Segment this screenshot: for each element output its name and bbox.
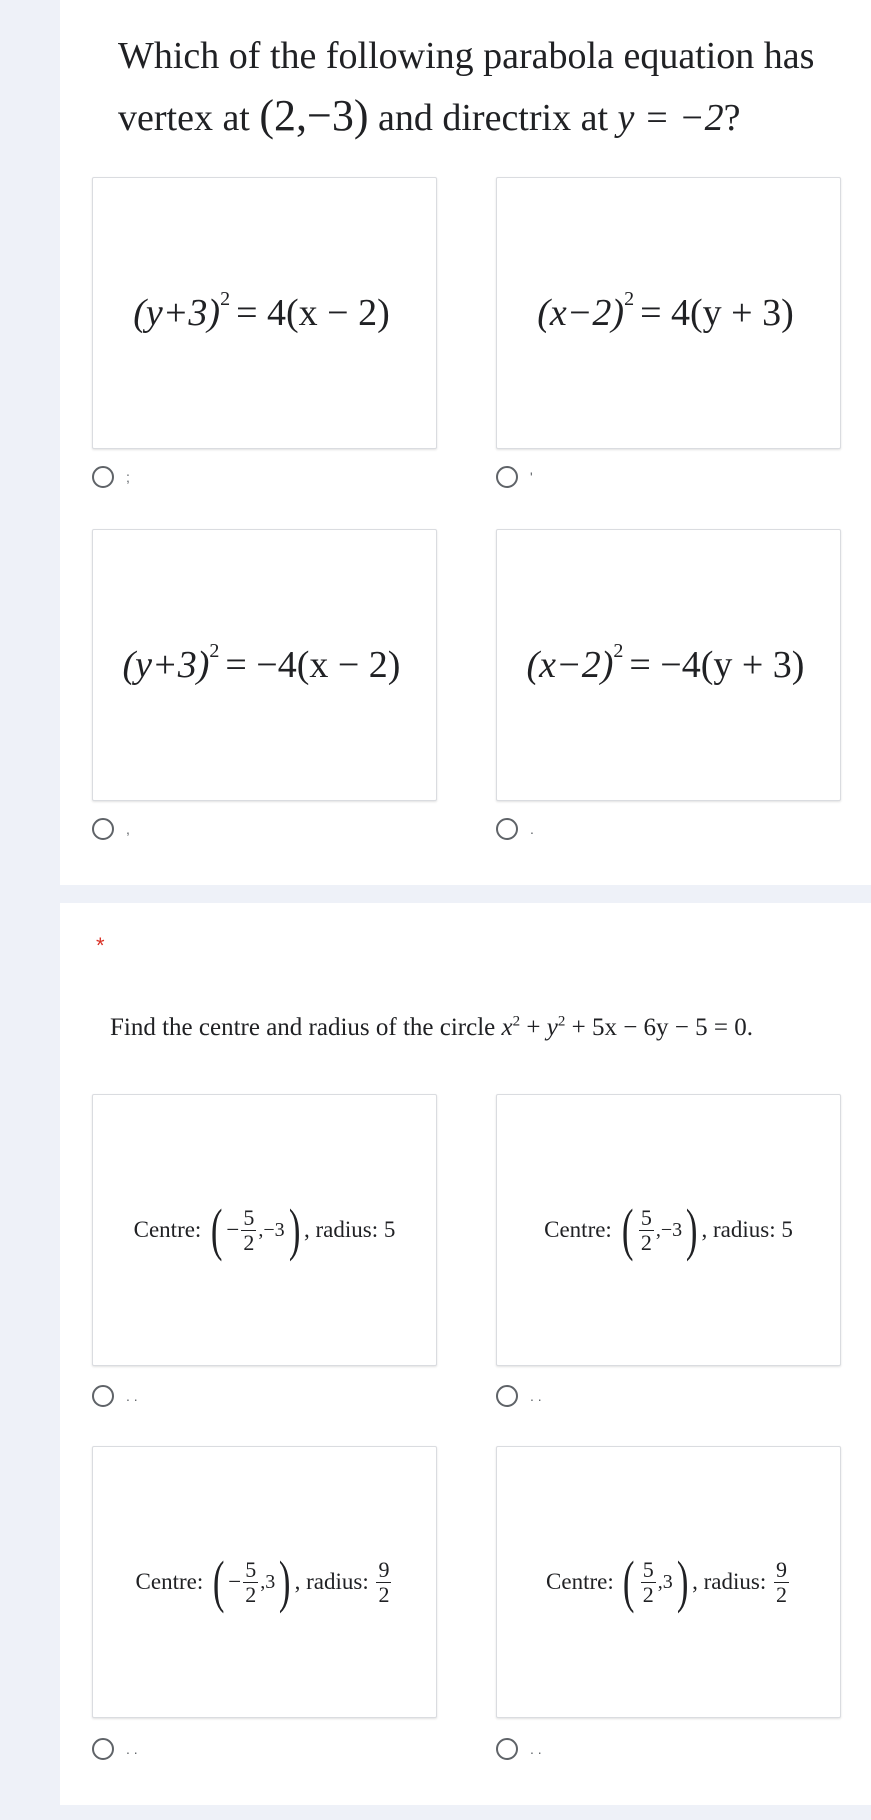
option-label-1: ; bbox=[126, 469, 130, 485]
equation-rest: + 5x − 6y − 5 = 0 bbox=[565, 1014, 747, 1041]
radio-button-5[interactable] bbox=[92, 1385, 114, 1407]
centre-fraction bbox=[243, 1558, 258, 1607]
denominator: 2 bbox=[775, 1581, 787, 1607]
equation-exponent: 2 bbox=[624, 288, 635, 310]
option-equation-2 bbox=[537, 288, 800, 335]
centre-y: ,−3 bbox=[258, 1218, 285, 1241]
radius-fraction bbox=[376, 1558, 391, 1607]
centre-label: Centre: bbox=[133, 1217, 202, 1242]
centre-fraction bbox=[641, 1558, 656, 1607]
radio-button-6[interactable] bbox=[496, 1385, 518, 1407]
option-label-8: . . bbox=[530, 1741, 542, 1757]
centre-y: ,3 bbox=[260, 1570, 276, 1593]
denominator: 2 bbox=[378, 1581, 390, 1607]
numerator: 5 bbox=[243, 1204, 255, 1230]
radio-button-8[interactable] bbox=[496, 1738, 518, 1760]
option-answer-5: Centre: ( − $\frac{5}{2}$ ,−3 ) , radius: 5 bbox=[133, 1197, 396, 1262]
equation-x: x bbox=[501, 1014, 513, 1041]
equation-y: y bbox=[546, 1014, 558, 1041]
radius-label: , radius: bbox=[692, 1569, 767, 1594]
option-radio-row-1[interactable] bbox=[92, 466, 130, 488]
option-label-5: . . bbox=[126, 1388, 138, 1404]
option-radio-row-7[interactable] bbox=[92, 1738, 138, 1760]
question-directrix: y = −2 bbox=[617, 97, 724, 139]
option-equation-4 bbox=[526, 640, 811, 687]
radius-label: , radius: bbox=[294, 1569, 369, 1594]
equation-lhs: (y+3) bbox=[133, 292, 221, 334]
radius-value: 5 bbox=[383, 1217, 396, 1242]
denominator: 2 bbox=[245, 1581, 257, 1607]
option-radio-row-6[interactable] bbox=[496, 1385, 542, 1407]
equation-rhs: = −4(x − 2) bbox=[225, 644, 401, 686]
equation-exponent: 2 bbox=[220, 288, 231, 310]
centre-label: Centre: bbox=[544, 1217, 612, 1242]
equation-lhs: (x−2) bbox=[537, 292, 625, 334]
question-text-vertex-label: vertex at bbox=[118, 97, 260, 139]
option-label-6: . . bbox=[530, 1388, 542, 1404]
denominator: 2 bbox=[640, 1229, 652, 1255]
option-card-5[interactable] bbox=[92, 1094, 437, 1366]
centre-y: ,3 bbox=[657, 1570, 673, 1593]
centre-y: ,−3 bbox=[655, 1218, 683, 1241]
question-vertex: (2,−3) bbox=[259, 91, 369, 140]
equation-rhs: = −4(y + 3) bbox=[629, 644, 805, 686]
radio-button-7[interactable] bbox=[92, 1738, 114, 1760]
radius-fraction bbox=[774, 1558, 789, 1607]
question-text-line1: Which of the following parabola equation has bbox=[118, 35, 815, 77]
radius-value: 5 bbox=[781, 1217, 793, 1242]
option-card-7[interactable] bbox=[92, 1446, 437, 1718]
question-mark: ? bbox=[723, 97, 741, 139]
option-radio-row-5[interactable] bbox=[92, 1385, 138, 1407]
numerator: 5 bbox=[642, 1556, 654, 1582]
centre-fraction bbox=[241, 1206, 256, 1255]
question-period: . bbox=[746, 1014, 754, 1041]
centre-label: Centre: bbox=[135, 1569, 204, 1594]
option-label-2: ' bbox=[530, 469, 533, 485]
radius-label: , radius: bbox=[304, 1217, 379, 1242]
radio-button-4[interactable] bbox=[496, 818, 518, 840]
numerator: 5 bbox=[640, 1204, 652, 1230]
numerator: 5 bbox=[245, 1556, 257, 1582]
required-asterisk: * bbox=[96, 933, 105, 958]
numerator: 9 bbox=[378, 1556, 390, 1582]
option-answer-7: Centre: ( − $\frac{5}{2}$ ,3 ) , radius: $\frac{9}{2}$ bbox=[135, 1549, 390, 1614]
radius-label: , radius: bbox=[701, 1217, 776, 1242]
sign: − bbox=[226, 1217, 240, 1242]
denominator: 2 bbox=[243, 1229, 255, 1255]
equation-lhs: (x−2) bbox=[526, 644, 614, 686]
question-text: Find the centre and radius of the circle bbox=[110, 1014, 502, 1041]
option-answer-6: Centre: ( $\frac{5}{2}$ ,−3 ) , radius: 5 bbox=[544, 1197, 793, 1262]
numerator: 9 bbox=[775, 1556, 787, 1582]
equation-lhs: (y+3) bbox=[122, 644, 210, 686]
question-text-directrix-label: and directrix at bbox=[368, 97, 618, 139]
equation-rhs: = 4(x − 2) bbox=[236, 292, 390, 334]
option-radio-row-2[interactable] bbox=[496, 466, 533, 488]
option-label-4: . bbox=[530, 821, 534, 837]
option-equation-1 bbox=[133, 288, 396, 335]
option-radio-row-8[interactable] bbox=[496, 1738, 542, 1760]
option-card-4[interactable] bbox=[496, 529, 841, 801]
option-radio-row-3[interactable] bbox=[92, 818, 130, 840]
option-card-2[interactable] bbox=[496, 177, 841, 449]
option-card-1[interactable] bbox=[92, 177, 437, 449]
option-card-6[interactable] bbox=[496, 1094, 841, 1366]
option-radio-row-4[interactable] bbox=[496, 818, 534, 840]
equation-rhs: = 4(y + 3) bbox=[640, 292, 794, 334]
sign: − bbox=[228, 1569, 242, 1594]
radio-button-3[interactable] bbox=[92, 818, 114, 840]
equation-exponent: 2 bbox=[613, 640, 624, 662]
option-card-8[interactable] bbox=[496, 1446, 841, 1718]
centre-label: Centre: bbox=[546, 1569, 614, 1594]
radio-button-2[interactable] bbox=[496, 466, 518, 488]
question-title bbox=[118, 26, 858, 148]
option-label-3: , bbox=[126, 821, 130, 837]
centre-fraction bbox=[639, 1206, 654, 1255]
denominator: 2 bbox=[642, 1581, 654, 1607]
question-title: Find the centre and radius of the circle $x^2 + y^2 + 5x - 6y - 5 = 0$. bbox=[110, 1013, 754, 1041]
option-card-3[interactable] bbox=[92, 529, 437, 801]
option-equation-3 bbox=[122, 640, 407, 687]
option-answer-8: Centre: ( $\frac{5}{2}$ ,3 ) , radius: $\frac{9}{2}$ bbox=[546, 1549, 787, 1614]
equation-exponent: 2 bbox=[209, 640, 220, 662]
option-label-7: . . bbox=[126, 1741, 138, 1757]
radio-button-1[interactable] bbox=[92, 466, 114, 488]
